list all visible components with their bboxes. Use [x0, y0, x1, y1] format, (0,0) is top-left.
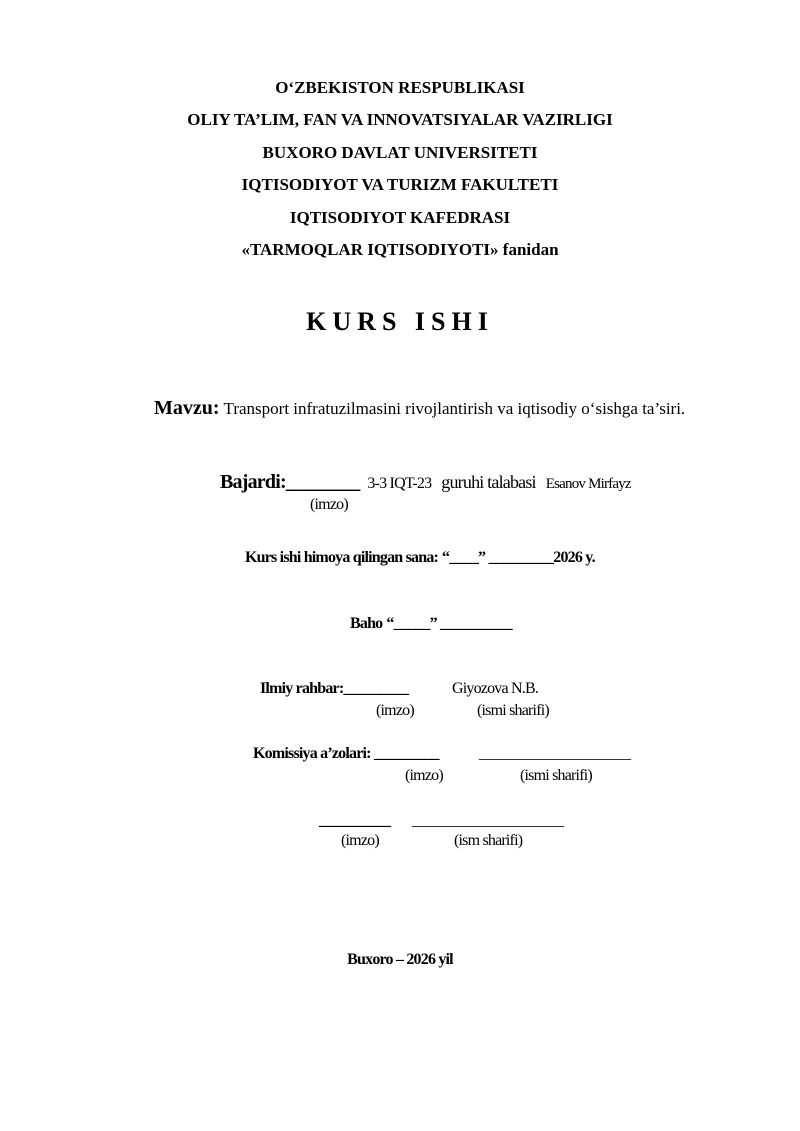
university-name: BUXORO DAVLAT UNIVERSITETI: [262, 143, 538, 162]
performer-line: [220, 471, 631, 494]
supervisor-name-caption: (ismi sharifi): [477, 702, 549, 719]
defense-date-value: “____” _________2026 y.: [442, 549, 595, 566]
commission-sign-caption: (imzo): [405, 767, 443, 784]
defense-date-label: Kurs ishi himoya qilingan sana:: [245, 549, 439, 566]
performer-group: 3-3 IQT-23: [367, 475, 432, 492]
commission-second-sign-line: _________: [319, 812, 391, 829]
supervisor-sign-caption: (imzo): [376, 702, 414, 719]
commission-second-sign-caption: (imzo): [341, 832, 379, 849]
ministry-country: O‘ZBEKISTON RESPUBLIKASI: [275, 78, 525, 97]
topic-text: Transport infratuzilmasini rivojlantirish va iqtisodiy o‘sishga ta’siri.: [223, 399, 686, 418]
supervisor-name: Giyozova N.B.: [452, 680, 539, 697]
ministry-name: OLIY TA’LIM, FAN VA INNOVATSIYALAR VAZIRLIGI: [187, 110, 613, 129]
topic-label: Mavzu:: [154, 397, 220, 419]
commission-second-name-line: ___________________: [412, 812, 564, 829]
performer-label: Bajardi:________: [220, 471, 360, 493]
place-year: Buxoro – 2026 yil: [347, 951, 453, 968]
performer-sign-caption: (imzo): [310, 496, 348, 513]
subject-name: «TARMOQLAR IQTISODIYOTI» fanidan: [241, 240, 559, 259]
commission-label: Komissiya a’zolari: _________: [253, 745, 439, 762]
department-name: IQTISODIYOT KAFEDRASI: [289, 208, 511, 227]
grade-line: [350, 615, 512, 633]
commission-name-caption: (ismi sharifi): [520, 767, 592, 784]
grade-value: “_____” __________: [386, 615, 512, 632]
document-title: KURS ISHI: [306, 307, 494, 336]
faculty-name: IQTISODIYOT VA TURIZM FAKULTETI: [241, 175, 559, 194]
performer-role: guruhi talabasi: [441, 472, 536, 492]
topic-line: [154, 397, 685, 420]
supervisor-label: Ilmiy rahbar:_________: [260, 680, 409, 697]
defense-date-line: [245, 549, 595, 567]
performer-name: Esanov Mirfayz: [545, 476, 631, 492]
commission-name-line: ___________________: [479, 745, 631, 762]
commission-second-name-caption: (ism sharifi): [454, 832, 523, 849]
grade-label: Baho: [350, 615, 383, 632]
